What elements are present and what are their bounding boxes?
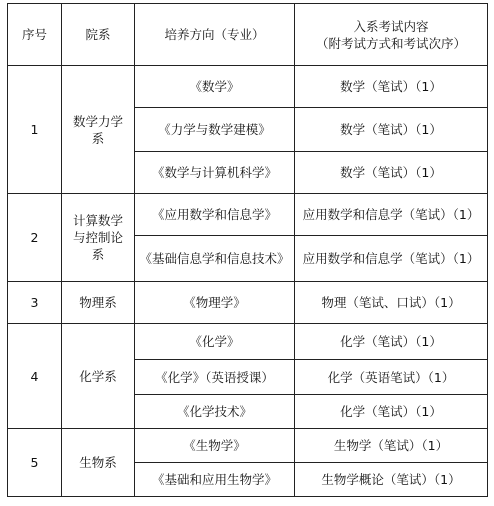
- table-row: [8, 282, 488, 324]
- track-cell: 《基础和应用生物学》: [135, 463, 295, 497]
- department-name: 生物系: [79, 455, 117, 470]
- row-number: 3: [8, 282, 62, 324]
- header-exam-line2: （附考试方式和考试次序）: [315, 35, 466, 51]
- track-cell: 《化学》: [135, 324, 295, 360]
- exam-cell: 应用数学和信息学（笔试）（1）: [295, 236, 488, 282]
- admissions-table: [7, 3, 488, 497]
- header-department: 院系: [62, 4, 135, 66]
- table-row: [8, 429, 488, 463]
- department-cell: [62, 429, 135, 497]
- department-cell: [62, 194, 135, 282]
- row-number: 1: [8, 66, 62, 194]
- exam-cell: 生物学概论（笔试）（1）: [295, 463, 488, 497]
- exam-cell: 化学（笔试）（1）: [295, 395, 488, 429]
- exam-cell: 数学（笔试）（1）: [295, 108, 488, 152]
- track-cell: 《应用数学和信息学》: [135, 194, 295, 236]
- department-name: 计算数学与控制论系: [72, 213, 123, 262]
- row-number: 5: [8, 429, 62, 497]
- header-no: 序号: [8, 4, 62, 66]
- department-cell: [62, 324, 135, 429]
- table-header-row: [8, 4, 488, 66]
- department-name: 物理系: [79, 295, 117, 310]
- department-name: 化学系: [79, 368, 117, 384]
- table-row: [8, 324, 488, 360]
- track-cell: 《力学与数学建模》: [135, 108, 295, 152]
- table-row: [8, 66, 488, 108]
- department-cell: [62, 282, 135, 324]
- exam-cell: 化学（笔试）（1）: [295, 324, 488, 360]
- exam-cell: 数学（笔试）（1）: [295, 66, 488, 108]
- exam-cell: 化学（英语笔试）（1）: [295, 360, 488, 395]
- row-number: 2: [8, 194, 62, 282]
- exam-cell: 数学（笔试）（1）: [295, 152, 488, 194]
- track-cell: 《物理学》: [135, 282, 295, 324]
- department-cell: [62, 66, 135, 194]
- exam-cell: 应用数学和信息学（笔试）（1）: [295, 194, 488, 236]
- table-row: [8, 194, 488, 236]
- exam-cell: 物理（笔试、口试）（1）: [295, 282, 488, 324]
- track-cell: 《化学技术》: [135, 395, 295, 429]
- exam-cell: 生物学（笔试）（1）: [295, 429, 488, 463]
- row-number: 4: [8, 324, 62, 429]
- track-cell: 《化学》（英语授课）: [135, 360, 295, 395]
- header-track: 培养方向（专业）: [135, 4, 295, 66]
- track-cell: 《数学与计算机科学》: [135, 152, 295, 194]
- track-cell: 《生物学》: [135, 429, 295, 463]
- department-name: 数学力学系: [72, 113, 123, 146]
- track-cell: 《基础信息学和信息技术》: [135, 236, 295, 282]
- header-exam-line1: 入系考试内容: [353, 18, 429, 34]
- track-cell: 《数学》: [135, 66, 295, 108]
- header-exam: [295, 4, 488, 66]
